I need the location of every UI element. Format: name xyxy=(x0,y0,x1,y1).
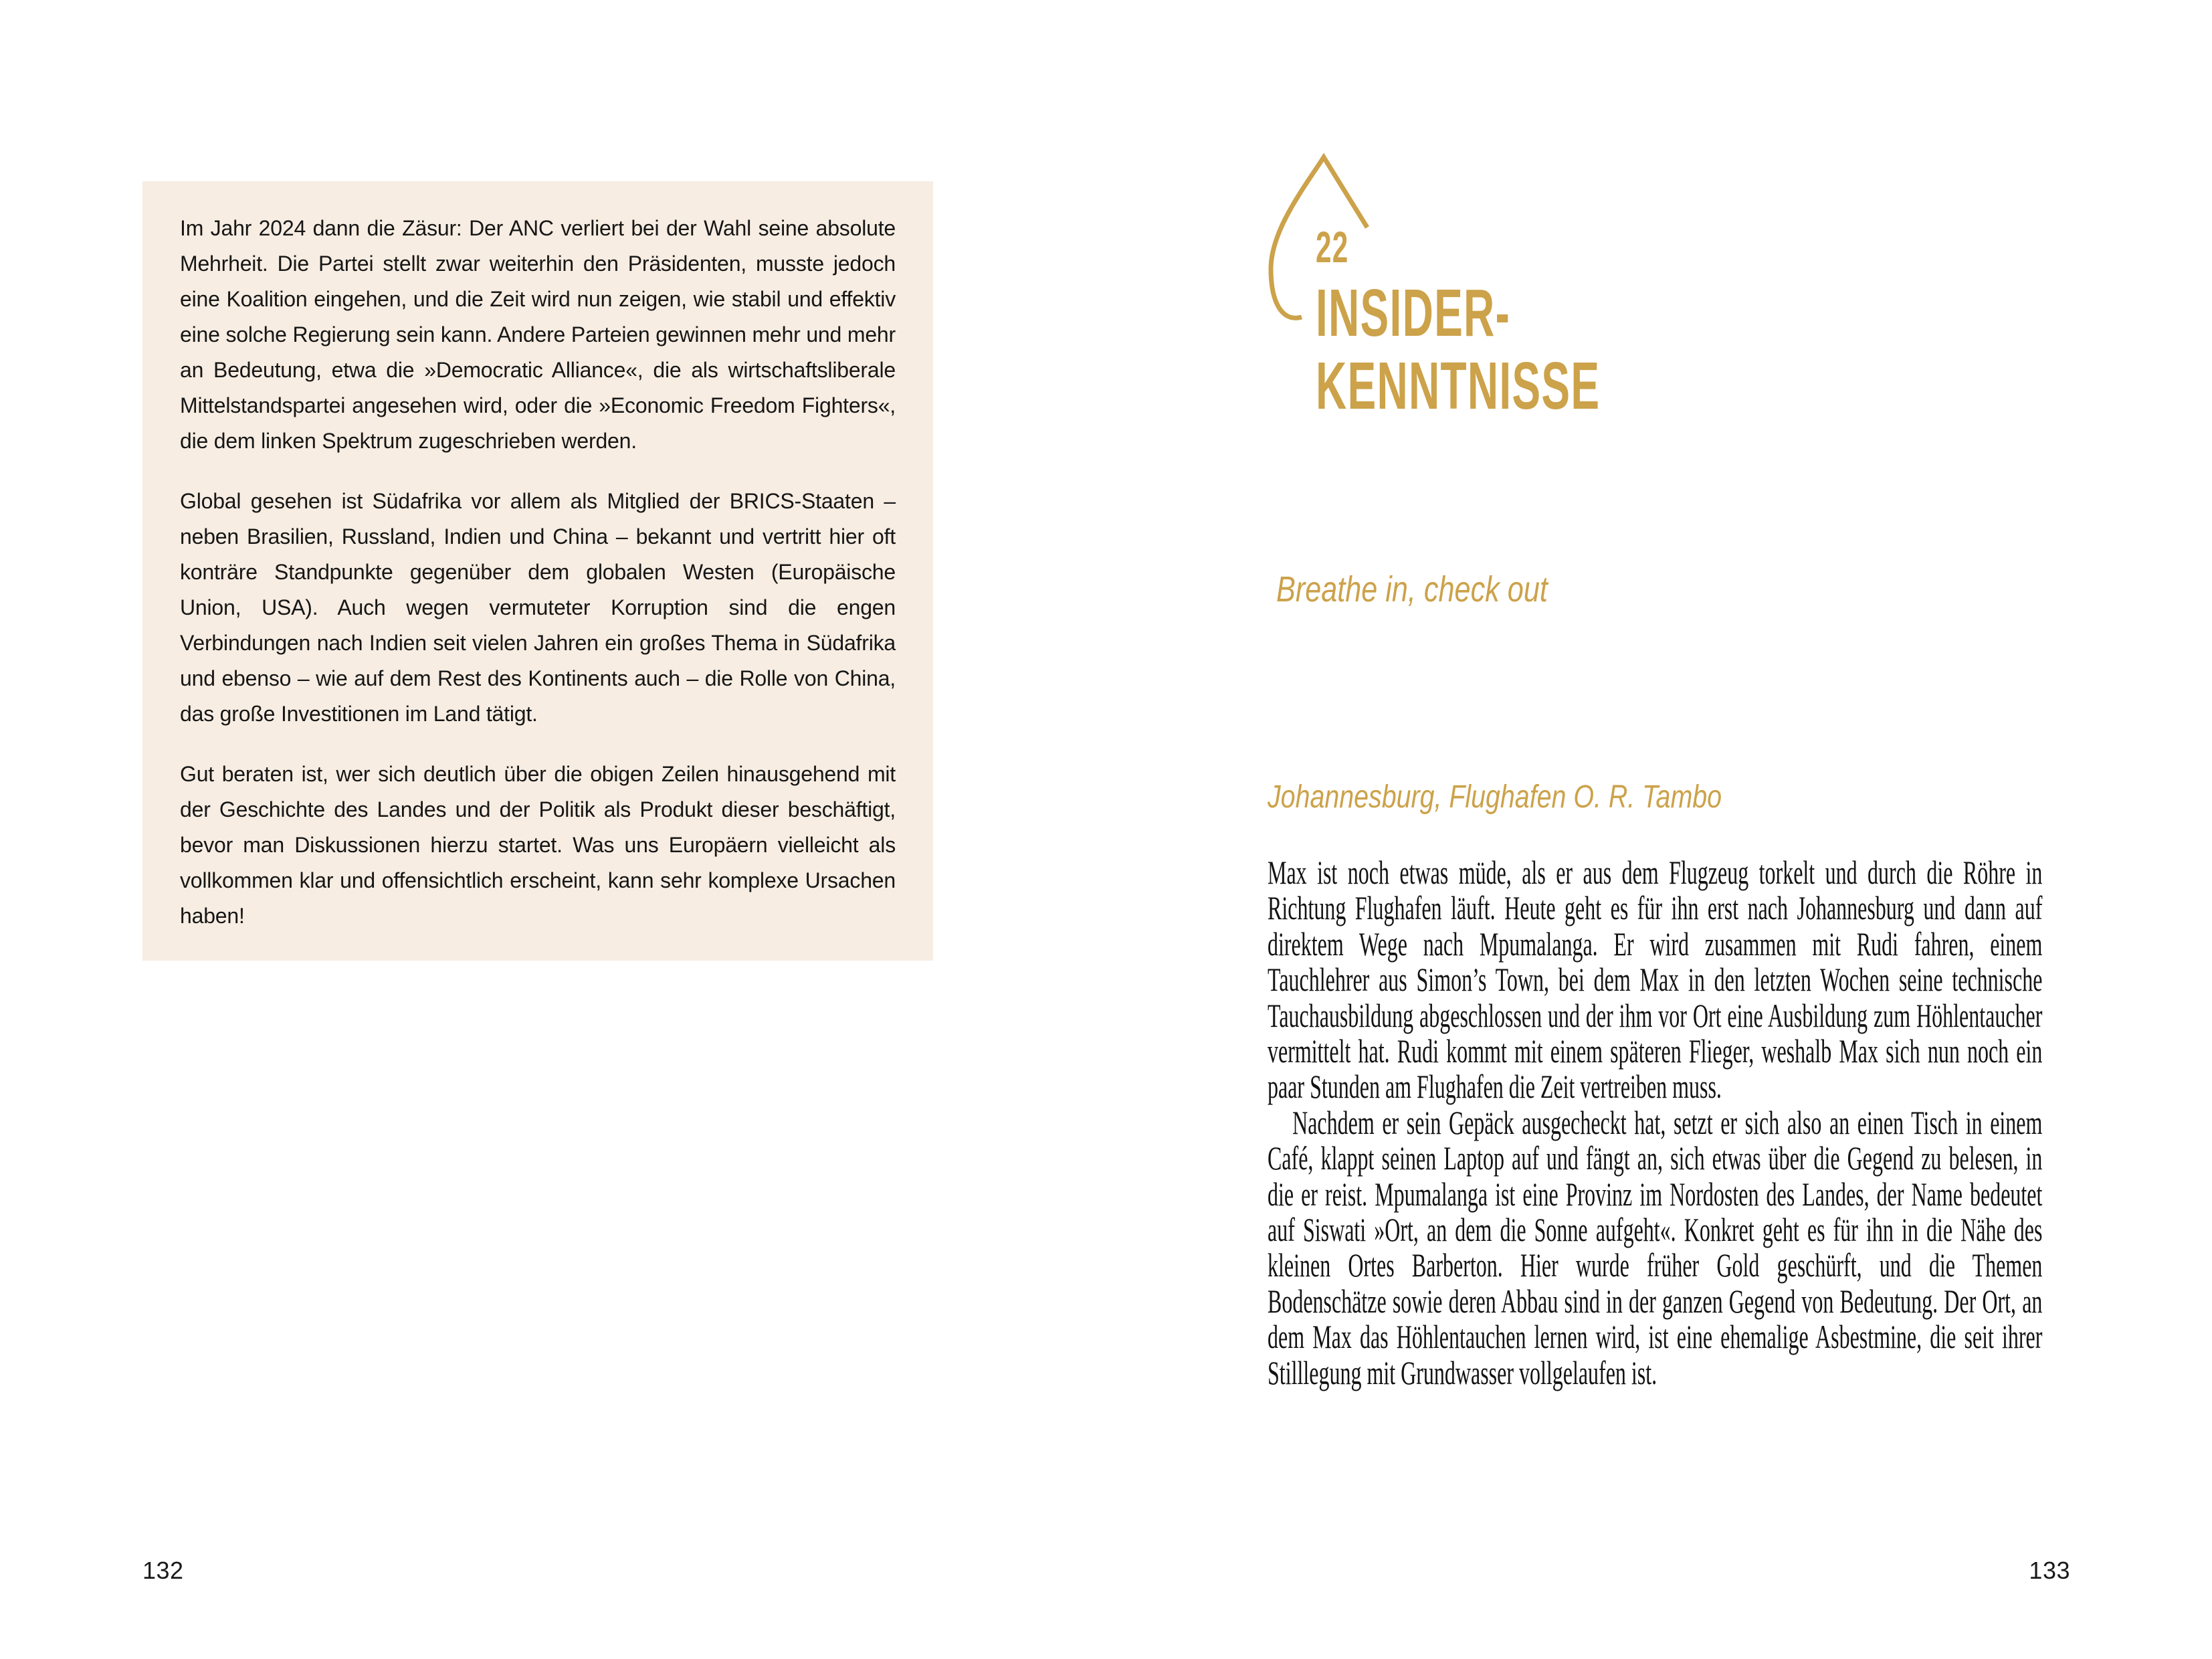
section-heading: Johannesburg, Flughafen O. R. Tambo xyxy=(1268,779,1722,815)
page-number-left: 132 xyxy=(142,1557,184,1584)
chapter-heading xyxy=(1316,222,1761,423)
chapter-body-text xyxy=(1268,855,2042,1391)
chapter-title-line-2: KENNTNISSE xyxy=(1316,349,1601,423)
info-box xyxy=(142,181,933,961)
body-paragraph-2: Nachdem er sein Gepäck ausgecheckt hat, setzt er sich also an einen Tisch in einem Café, klappt seinen Laptop auf und fängt an, sich etwas über die Gegend zu belesen, in die er reist. Mpumalanga ist eine Provinz im Nordosten des Landes, der Name bedeutet auf Siswati »Ort, an dem die Sonne aufgeht«. Konkret geht es für ihn in die Nähe des kleinen Ortes Barberton. Hier wurde früher Gold geschürft, und die Themen Bodenschätze sowie deren Abbau sind in der ganzen Gegend von Bedeutung. Der Ort, an dem Max das Höhlentauchen lernen wird, ist eine ehemalige Asbestmine, die seit ihrer Stilllegung mit Grundwasser vollgelaufen ist. xyxy=(1268,1103,2043,1391)
chapter-number: 22 xyxy=(1316,222,1349,272)
body-paragraph-1: Max ist noch etwas müde, als er aus dem Flugzeug torkelt und durch die Röhre in Richtung Flughafen läuft. Heute geht es für ihn erst nach Johannesburg und dann auf direktem Wege nach Mpumalanga. Er wird zusammen mit Rudi fahren, einem Tauchlehrer aus Simon’s Town, bei dem Max in den letzten Wochen seine technische Tauchausbildung abgeschlossen und der ihm vor Ort eine Ausbildung zum Höhlentaucher vermittelt hat. Rudi kommt mit einem späteren Flieger, weshalb Max sich nun noch ein paar Stunden am Flughafen die Zeit vertreiben muss. xyxy=(1268,854,2043,1106)
page-number-right: 133 xyxy=(2029,1557,2070,1584)
chapter-subtitle: Breathe in, check out xyxy=(1276,569,1548,609)
info-box-paragraph-3: Gut beraten ist, wer sich deutlich über die obigen Zeilen hinausgehend mit der Geschichte des Landes und der Politik als Produkt dieser beschäftigt, bevor man Diskussionen hierzu startet. Was uns Europäern vielleicht als vollkommen klar und offensichtlich erscheint, kann sehr komplexe Ursachen haben! xyxy=(180,762,896,928)
info-box-paragraph-1: Im Jahr 2024 dann die Zäsur: Der ANC verliert bei der Wahl seine absolute Mehrheit. Die Partei stellt zwar weiterhin den Präsidenten, musste jedoch eine Koalition eingehen, und die Zeit wird nun zeigen, wie stabil und effektiv eine solche Regierung sein kann. Andere Parteien gewinnen mehr und mehr an Bedeutung, etwa die »Democratic Alliance«, die als wirtschaftsliberale Mittelstandspartei angesehen wird, oder die »Economic Freedom Fighters«, die dem linken Spektrum zugeschrieben werden. xyxy=(180,216,896,453)
chapter-title-line-1: INSIDER- xyxy=(1316,276,1511,351)
info-box-paragraph-2: Global gesehen ist Südafrika vor allem als Mitglied der BRICS-Staaten – neben Brasilien, Russland, Indien und China – bekannt und vertritt hier oft konträre Standpunkte gegenüber dem globalen Westen (Europäische Union, USA). Auch wegen vermuteter Korruption sind die engen Verbindungen nach Indien seit vielen Jahren ein großes Thema in Südafrika und ebenso – wie auf dem Rest des Kontinents auch – die Rolle von China, das große Investitionen im Land tätigt. xyxy=(180,489,896,726)
